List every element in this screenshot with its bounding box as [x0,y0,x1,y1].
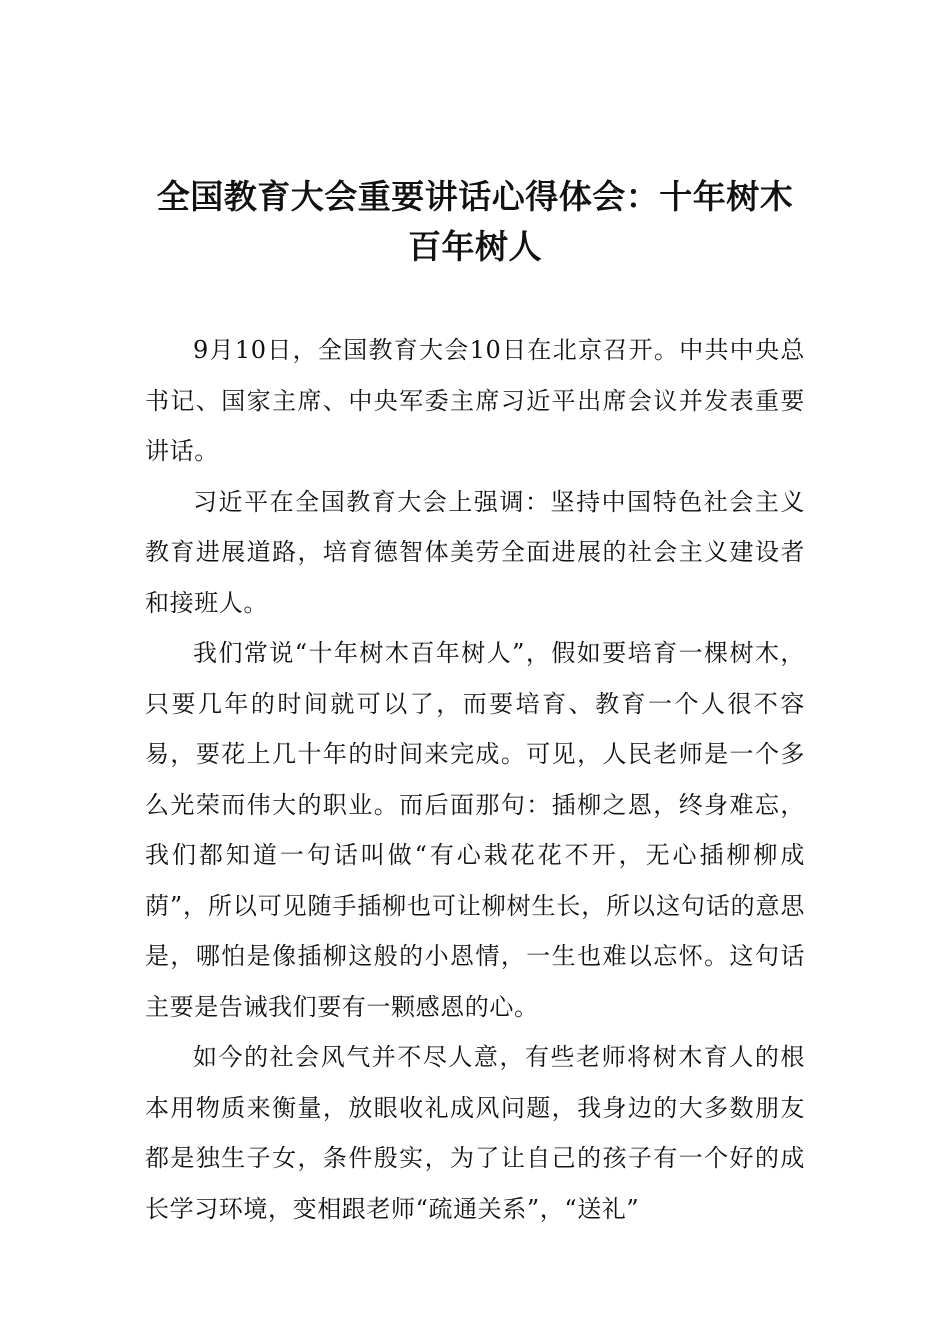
paragraph-1: 9月10日，全国教育大会10日在北京召开。中共中央总书记、国家主席、中央军委主席习近平出席会议并发表重要讲话。 [145,336,805,465]
paragraph-2: 习近平在全国教育大会上强调：坚持中国特色社会主义教育进展道路，培育德智体美劳全面进展的社会主义建设者和接班人。 [145,487,805,617]
paragraph-4: 如今的社会风气并不尽人意，有些老师将树木育人的根本用物质来衡量，放眼收礼成风问题，我身边的大多数朋友都是独生子女，条件殷实，为了让自己的孩子有一个好的成长学习环境，变相跟老师“疏通关系”，“送礼” [145,1043,805,1223]
document-title: 全国教育大会重要讲话心得体会：十年树木百年树人 [156,177,794,266]
document-body [145,325,805,1234]
paragraph-3: 我们常说“十年树木百年树人”，假如要培育一棵树木，只要几年的时间就可以了，而要培育、教育一个人很不容易，要花上几十年的时间来完成。可见，人民老师是一个多么光荣而伟大的职业。而后面那句：插柳之恩，终身难忘，我们都知道一句话叫做“有心栽花花不开，无心插柳柳成荫”，所以可见随手插柳也可让柳树生长，所以这句话的意思是，哪怕是像插柳这般的小恩情，一生也难以忘怀。这句话主要是告诫我们要有一颗感恩的心。 [145,639,805,1021]
